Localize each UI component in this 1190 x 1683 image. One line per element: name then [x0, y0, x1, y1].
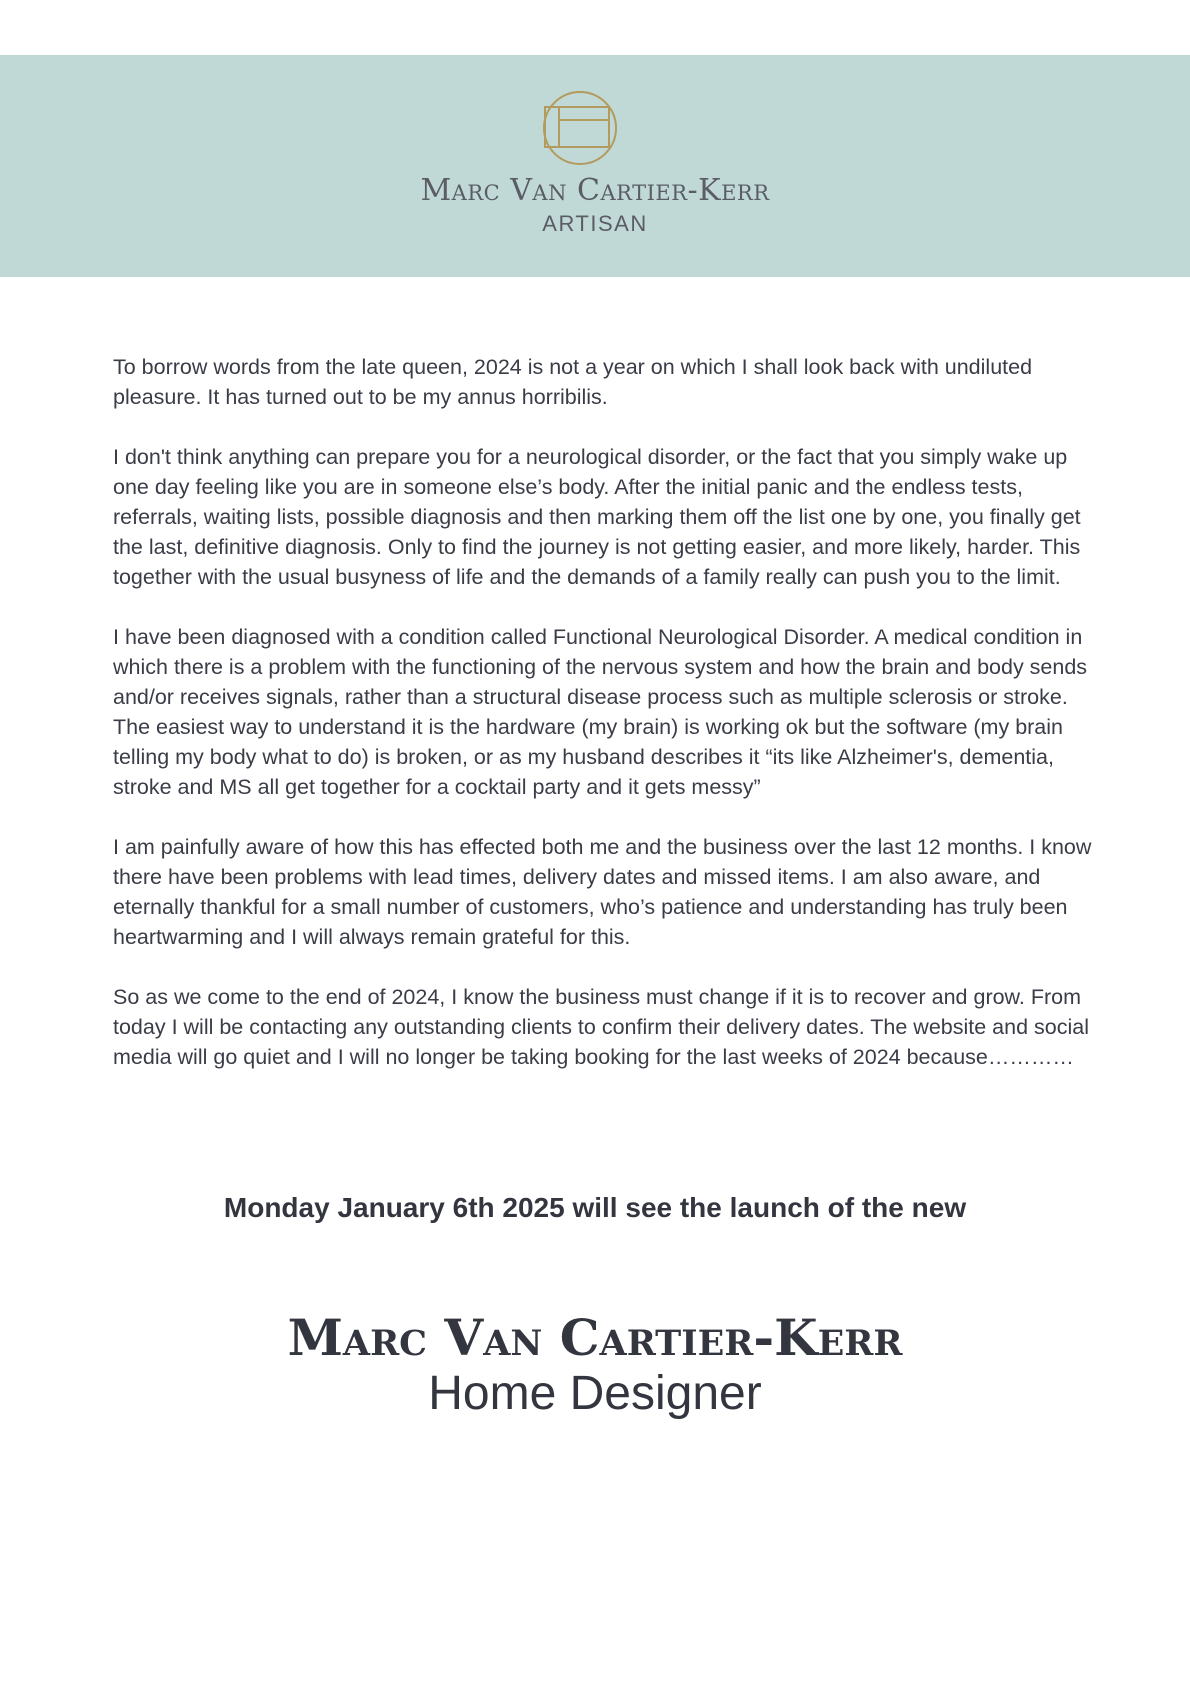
paragraph-2: I don't think anything can prepare you for a neurological disorder, or the fact that you simply wake up one day feeling like you are in someone else’s body. After the initial panic and the endless tests, referrals, waiting lists, possible diagnosis and then marking them off the list one by one, you finally get the last, definitive diagnosis. Only to find the journey is not getting easier, and more likely, harder. This together with the usual busyness of life and the demands of a family really can push you to the limit.: [113, 445, 1081, 589]
paragraph-5: So as we come to the end of 2024, I know the business must change if it is to recover and grow. From today I will be contacting any outstanding clients to confirm their delivery dates. The website and social media will go quiet and I will no longer be taking booking for the last weeks of 2024 because…………: [113, 985, 1089, 1069]
header-brand-name: Marc Van Cartier-Kerr: [420, 173, 770, 208]
paragraph-1: To borrow words from the late queen, 2024 is not a year on which I shall look back with undiluted pleasure. It has turned out to be my annus horribilis.: [113, 355, 1033, 409]
launch-announcement: Monday January 6th 2025 will see the launch of the new: [223, 1192, 967, 1223]
new-brand-subtitle: Home Designer: [428, 1367, 762, 1420]
paragraph-3: I have been diagnosed with a condition called Functional Neurological Disorder. A medical condition in which there is a problem with the functioning of the nervous system and how the brain and body sends and/or receives signals, rather than a structural disease process such as multiple sclerosis or stroke. The easiest way to understand it is the hardware (my brain) is working ok but the software (my brain telling my body what to do) is broken, or as my husband describes it “its like Alzheimer's, dementia, stroke and MS all get together for a cocktail party and it gets messy”: [113, 625, 1088, 799]
square-circle-logo-icon: [542, 90, 618, 166]
header-banner: [0, 55, 1190, 277]
new-brand-name: Marc Van Cartier-Kerr: [287, 1308, 903, 1367]
paragraph-4: I am painfully aware of how this has effected both me and the business over the last 12 months. I know there have been problems with lead times, delivery dates and missed items. I am also aware, and eternally thankful for a small number of customers, who’s patience and understanding has truly been heartwarming and I will always remain grateful for this.: [113, 835, 1092, 949]
header-brand-subtitle: ARTISAN: [542, 211, 648, 236]
letter-body: [113, 352, 1093, 1072]
